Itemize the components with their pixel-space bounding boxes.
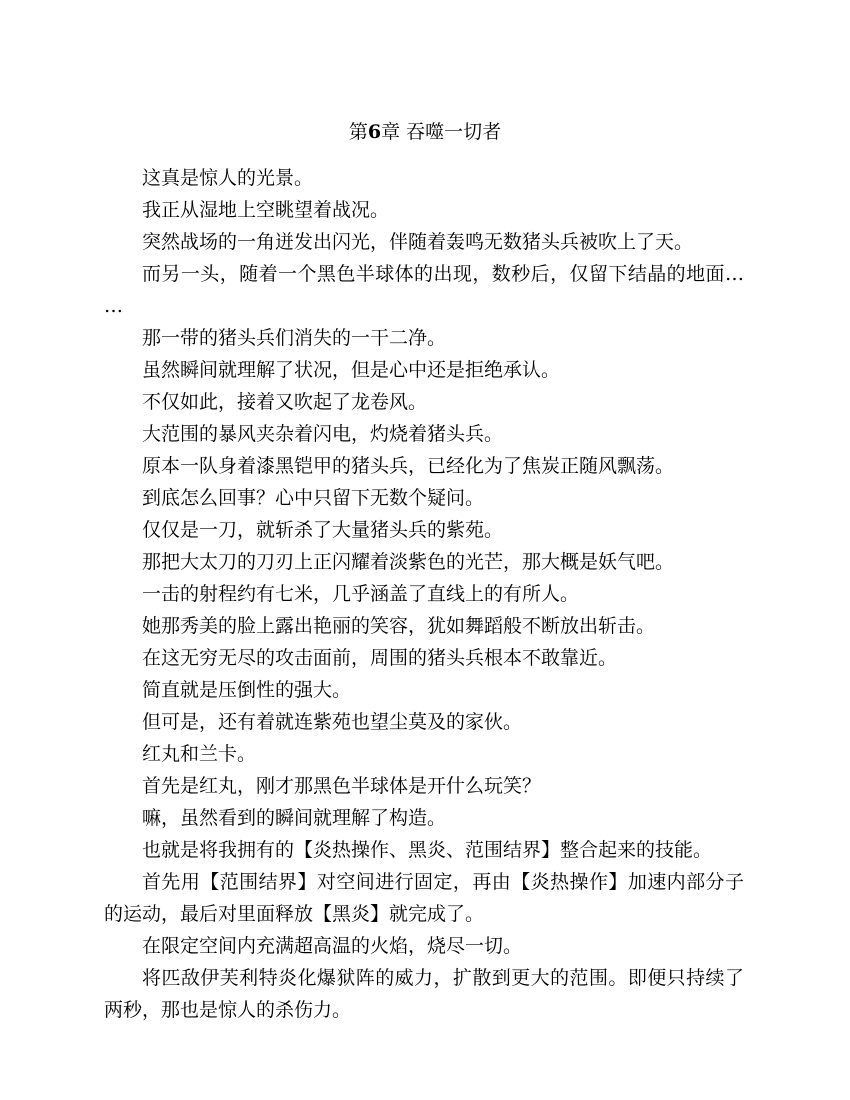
paragraph: 而另一头，随着一个黑色半球体的出现，数秒后，仅留下结晶的地面…… bbox=[104, 263, 744, 317]
paragraph: 那把大太刀的刀刃上正闪耀着淡紫色的光芒，那大概是妖气吧。 bbox=[142, 551, 675, 573]
paragraph: 也就是将我拥有的【炎热操作、黑炎、范围结界】整合起来的技能。 bbox=[142, 839, 713, 861]
paragraph: 那一带的猪头兵们消失的一干二净。 bbox=[142, 327, 447, 349]
paragraph: 在限定空间内充满超高温的火焰，烧尽一切。 bbox=[142, 935, 523, 957]
paragraph: 一击的射程约有七米，几乎涵盖了直线上的有所人。 bbox=[142, 583, 580, 605]
paragraph: 但可是，还有着就连紫苑也望尘莫及的家伙。 bbox=[142, 711, 523, 733]
paragraph: 首先用【范围结界】对空间进行固定，再由【炎热操作】加速内部分子的运动，最后对里面释放【黑炎】就完成了。 bbox=[104, 871, 744, 925]
paragraph: 将匹敌伊芙利特炎化爆狱阵的威力，扩散到更大的范围。即便只持续了两秒，那也是惊人的杀伤力。 bbox=[104, 967, 744, 1021]
paragraph: 大范围的暴风夹杂着闪电，灼烧着猪头兵。 bbox=[142, 423, 504, 445]
chapter-name: 章 吞噬一切者 bbox=[381, 121, 502, 143]
paragraph: 简直就是压倒性的强大。 bbox=[142, 679, 352, 701]
paragraph: 这真是惊人的光景。 bbox=[142, 167, 314, 189]
paragraph: 虽然瞬间就理解了状况，但是心中还是拒绝承认。 bbox=[142, 359, 561, 381]
paragraph: 我正从湿地上空眺望着战况。 bbox=[142, 199, 390, 221]
chapter-prefix: 第 bbox=[348, 121, 368, 143]
paragraph: 原本一队身着漆黑铠甲的猪头兵，已经化为了焦炭正随风飘荡。 bbox=[142, 455, 675, 477]
chapter-body bbox=[104, 162, 744, 1026]
paragraph: 首先是红丸，刚才那黑色半球体是开什么玩笑？ bbox=[142, 775, 542, 797]
paragraph: 在这无穷无尽的攻击面前，周围的猪头兵根本不敢靠近。 bbox=[142, 647, 618, 669]
paragraph: 她那秀美的脸上露出艳丽的笑容，犹如舞蹈般不断放出斩击。 bbox=[142, 615, 656, 637]
paragraph: 突然战场的一角迸发出闪光，伴随着轰鸣无数猪头兵被吹上了天。 bbox=[142, 231, 694, 253]
chapter-number: 6 bbox=[367, 121, 382, 143]
chapter-title bbox=[0, 118, 850, 146]
paragraph: 到底怎么回事？心中只留下无数个疑问。 bbox=[142, 487, 485, 509]
paragraph: 嘛，虽然看到的瞬间就理解了构造。 bbox=[142, 807, 447, 829]
paragraph: 不仅如此，接着又吹起了龙卷风。 bbox=[142, 391, 428, 413]
paragraph: 仅仅是一刀，就斩杀了大量猪头兵的紫苑。 bbox=[142, 519, 504, 541]
paragraph: 红丸和兰卡。 bbox=[142, 743, 257, 765]
